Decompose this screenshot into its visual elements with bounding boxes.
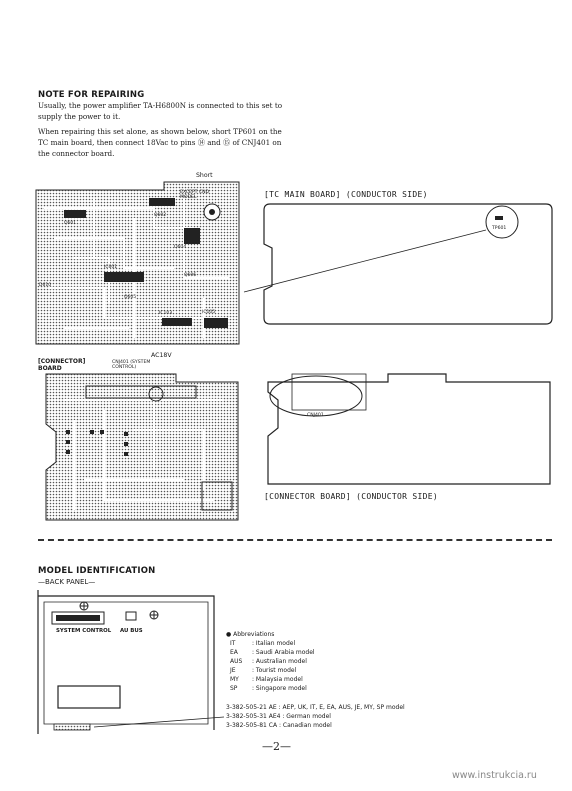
- abbreviations-list: [226, 639, 315, 693]
- tp601-label: TP601: [492, 226, 507, 231]
- svg-text:IC105: IC105: [202, 310, 216, 315]
- svg-text:D610: D610: [39, 283, 52, 288]
- repair-paragraph-2: When repairing this set alone, as shown below, short TP601 on the TC main board, then connect 18Vac to pins ⑭ and ⑮ of CNJ401 on the connector board.: [38, 127, 282, 159]
- abbreviation-row: [226, 639, 315, 648]
- short-label: Short: [196, 172, 213, 179]
- cnj401-label: CNJ401: [307, 413, 324, 418]
- svg-text:Q604: Q604: [174, 245, 187, 250]
- back-panel-drawing: [34, 590, 224, 740]
- abbreviation-desc: : Singapore model: [252, 685, 307, 692]
- part-number-line: 3-382-505-81 CA : Canadian model: [226, 722, 332, 729]
- au-bus-label: AU BUS: [120, 628, 143, 634]
- svg-text:Q602: Q602: [154, 213, 167, 218]
- connector-board-title: [CONNECTOR BOARD] (CONDUCTOR SIDE): [264, 492, 438, 501]
- ac18v-label: AC18V: [151, 352, 172, 359]
- abbreviation-code: JE: [230, 667, 236, 674]
- model-subheading: —BACK PANEL—: [38, 578, 96, 586]
- cnj-small-label: CNJ401 (SYSTEM CONTROL): [112, 360, 151, 370]
- abbreviation-code: IT: [230, 640, 236, 647]
- abbreviation-desc: : Saudi Arabia model: [252, 649, 315, 656]
- abbreviations-block: [226, 630, 315, 693]
- watermark: www.instrukcia.ru: [452, 770, 537, 781]
- connector-board-outline: [258, 366, 558, 490]
- part-numbers-block: [226, 703, 405, 730]
- abbreviation-row: [226, 675, 315, 684]
- abbreviation-code: SP: [230, 685, 238, 692]
- svg-text:IC601: IC601: [104, 265, 118, 270]
- repair-paragraph-1: Usually, the power amplifier TA-H6800N is connected to this set to supply the power to it.: [38, 101, 283, 122]
- tc-main-board-outline: [240, 200, 560, 330]
- part-number-line: 3-382-505-31 AE4 : German model: [226, 713, 331, 720]
- abbreviation-desc: : Malaysia model: [252, 676, 303, 683]
- section-divider: [38, 539, 552, 541]
- abbreviations-title: ● Abbreviations: [226, 631, 275, 638]
- abbreviation-code: MY: [230, 676, 239, 683]
- abbreviation-row: [226, 684, 315, 693]
- except-label: EXCEPT CND MODEL: [180, 190, 210, 200]
- model-heading: MODEL IDENTIFICATION: [38, 566, 156, 576]
- abbreviation-code: AUS: [230, 658, 243, 665]
- abbreviation-row: [226, 657, 315, 666]
- svg-text:Q606: Q606: [184, 273, 197, 278]
- svg-text:Q605: Q605: [124, 295, 137, 300]
- connector-board-pattern: [34, 370, 244, 526]
- repair-heading: NOTE FOR REPAIRING: [38, 90, 145, 100]
- svg-text:IC103: IC103: [159, 311, 173, 316]
- abbreviation-desc: : Italian model: [252, 640, 296, 647]
- tc-board-title: [TC MAIN BOARD] (CONDUCTOR SIDE): [264, 190, 428, 199]
- abbreviation-desc: : Australian model: [252, 658, 307, 665]
- abbreviation-row: [226, 648, 315, 657]
- part-number-line: 3-382-505-21 AE : AEP, UK, IT, E, EA, AUS, JE, MY, SP model: [226, 704, 405, 711]
- svg-text:Q601: Q601: [64, 221, 77, 226]
- abbreviation-row: [226, 666, 315, 675]
- system-control-label: SYSTEM CONTROL: [56, 628, 112, 634]
- page-number: —2—: [262, 740, 291, 753]
- connector-board-label: [CONNECTOR] BOARD: [38, 358, 86, 372]
- abbreviation-code: EA: [230, 649, 238, 656]
- abbreviation-desc: : Tourist model: [252, 667, 297, 674]
